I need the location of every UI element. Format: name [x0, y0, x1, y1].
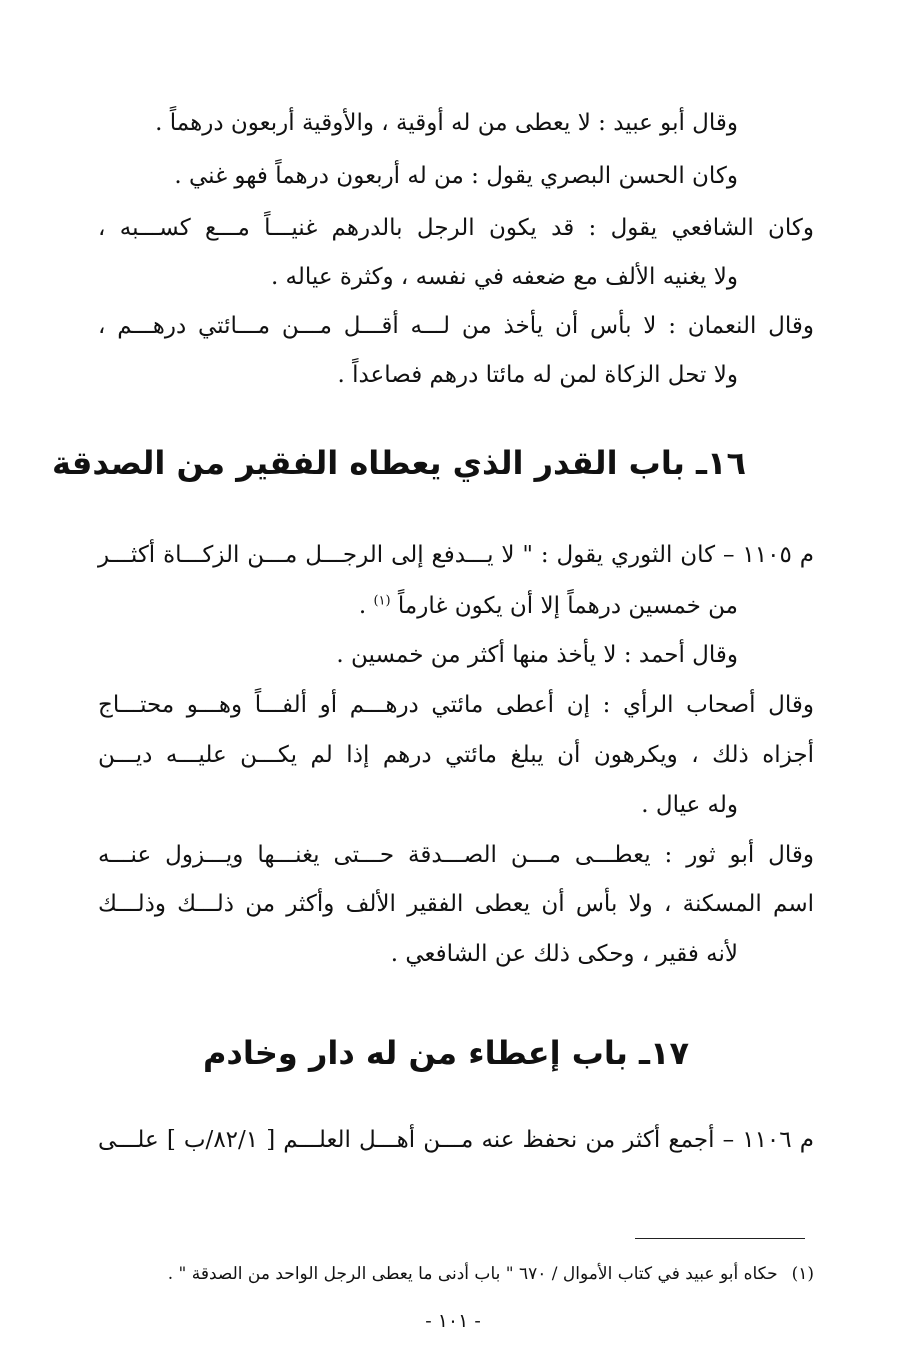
footnote-reference: (١) — [373, 593, 391, 609]
section-16-line-4: وقال أصحاب الرأي : إن أعطى مائتي درهـــم أو ألفـــاً وهـــو محتـــاج — [98, 692, 814, 718]
footnote-number: (١) — [791, 1264, 814, 1284]
section-16-line-7: وقال أبو ثور : يعطـــى مـــن الصـــدقة حـــتى يغنـــها ويـــزول عنـــه — [98, 842, 814, 868]
section-16-line-1: م ١١٠٥ – كان الثوري يقول : " لا يـــدفع إلى الرجـــل مـــن الزكـــاة أكثـــر — [98, 542, 814, 568]
body-line-4: ولا يغنيه الألف مع ضعفه في نفسه ، وكثرة عياله . — [270, 264, 738, 290]
section-16-line-6: وله عيال . — [641, 792, 738, 818]
section-16-line-3: وقال أحمد : لا يأخذ منها أكثر من خمسين . — [336, 642, 738, 668]
body-line-5: وقال النعمان : لا بأس أن يأخذ من لـــه أقـــل مـــن مـــائتي درهـــم ، — [98, 313, 814, 339]
chapter-heading-17: ١٧ـ باب إعطاء من له دار وخادم — [202, 1034, 690, 1072]
section-16-line-9: لأنه فقير ، وحكى ذلك عن الشافعي . — [390, 941, 738, 967]
section-17-line-1: م ١١٠٦ – أجمع أكثر من نحفظ عنه مـــن أهـــل العلـــم [ ٨٢/١/ب ] علـــى — [98, 1127, 814, 1153]
body-line-6: ولا تحل الزكاة لمن له مائتا درهم فصاعداً . — [337, 362, 738, 388]
section-16-line-8: اسم المسكنة ، ولا بأس أن يعطى الفقير الألف وأكثر من ذلـــك وذلـــك — [98, 891, 814, 917]
footnote — [98, 1262, 814, 1286]
section-16-line-5: أجزاه ذلك ، ويكرهون أن يبلغ مائتي درهم إذا لم يكـــن عليـــه ديـــن — [98, 742, 814, 768]
body-line-1: وقال أبو عبيد : لا يعطى من له أوقية ، والأوقية أربعون درهماً . — [155, 110, 738, 136]
section-16-line-2-end: . — [358, 593, 374, 619]
footnote-separator — [635, 1238, 805, 1239]
footnote-text: حكاه أبو عبيد في كتاب الأموال / ٦٧٠ " باب أدنى ما يعطى الرجل الواحد من الصدقة " . — [167, 1264, 778, 1284]
chapter-heading-16: ١٦ـ باب القدر الذي يعطاه الفقير من الصدقة — [51, 444, 746, 482]
section-16-line-2 — [98, 591, 738, 621]
body-line-3: وكان الشافعي يقول : قد يكون الرجل بالدرهم غنيـــاً مـــع كســـبه ، — [98, 215, 814, 241]
body-line-2: وكان الحسن البصري يقول : من له أربعون درهماً فهو غني . — [174, 163, 738, 189]
page-number: - ١٠١ - — [425, 1310, 481, 1332]
section-16-line-2-text: من خمسين درهماً إلا أن يكون غارماً — [397, 593, 738, 619]
